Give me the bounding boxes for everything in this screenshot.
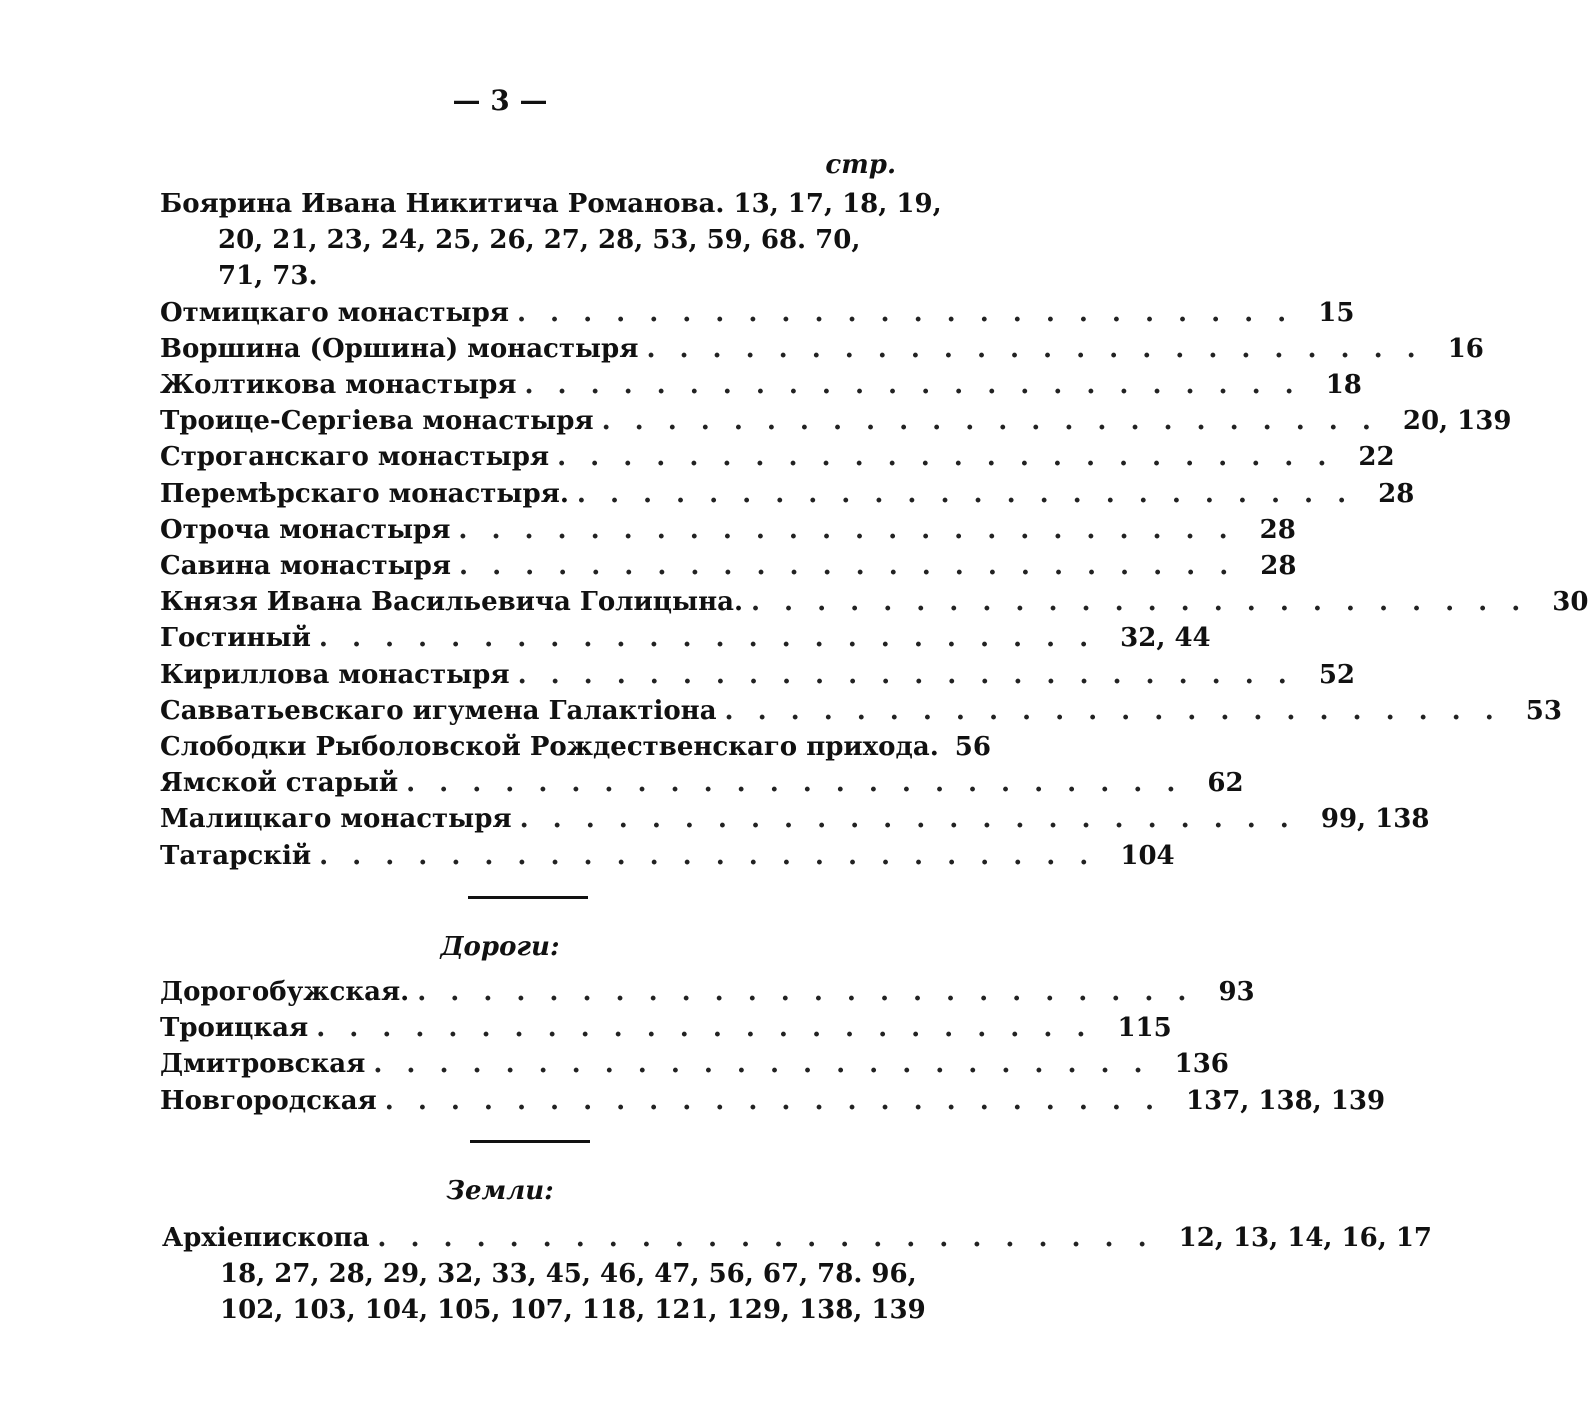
entry-name: Перемѣрскаго монастыря. [160,478,569,509]
entry-name: Слободки Рыболовской Рождественскаго прихода. [160,732,939,763]
entry-pages: 12, 13, 14, 16, 17 [1178,1223,1432,1253]
dot-leader: ........................ [377,1223,1171,1253]
dot-leader: ........................ [459,551,1253,582]
entry-pages: 99, 138 [1320,804,1430,835]
entry-name: Архіепископа [162,1223,370,1253]
entry-pages: 115 [1117,1013,1172,1044]
dot-leader: ........................ [601,406,1395,437]
entry-pages: 52 [1318,659,1356,690]
entry-pages: 18 [1325,370,1362,401]
entry-pages: 104 [1120,840,1175,871]
dot-leader: ........................ [524,370,1318,401]
dot-leader: ........................ [519,804,1313,835]
section-title-lands: Земли: [446,1176,554,1206]
entry-pages: 93 [1218,977,1255,1007]
entry-name: Савватьевскаго игумена Галактіона [160,695,717,726]
entry-pages: 22 [1358,442,1395,473]
entry-pages: 56 [954,732,991,763]
entry-name: Дорогобужская. [160,977,410,1007]
dot-leader: ........................ [316,1013,1110,1044]
entry-name: Дмитровская [160,1049,366,1080]
index-entry [160,974,1255,1010]
index-entry [160,367,1362,403]
entry-name: Ямской старый [160,768,399,799]
index-entry [160,1083,1386,1119]
index-entry [160,512,1296,548]
entry-pages: 28 [1260,551,1297,582]
entry-pages-continued: 71, 73. [218,261,318,292]
index-entry [160,476,1415,512]
first-index-list [160,186,1588,874]
entry-name: Гостиный [160,623,311,654]
entry-name: Боярина Ивана Никитича Романова [160,189,716,219]
index-entry [160,403,1512,439]
dot-leader: ........................ [318,623,1113,654]
entry-pages: 62 [1207,768,1244,799]
dot-leader: ........................ [576,478,1371,509]
dot-leader: ........................ [516,297,1311,328]
dot-leader: ........................ [417,977,1211,1007]
entry-pages: 15 [1318,297,1355,328]
dot-leader: ........................ [646,333,1440,364]
entry-pages: 53 [1525,695,1562,726]
entry-name: Воршина (Оршина) монастыря [160,333,639,364]
entry-name: Кириллова монастыря [160,659,510,690]
entry-name: Отроча монастыря [160,514,451,545]
entry-name: Троицкая [160,1013,309,1044]
entry-name: Жолтикова монастыря [160,370,517,401]
index-entry [160,729,991,765]
entry-pages: 136 [1174,1049,1229,1080]
entry-name: Строганскаго монастыря [160,442,550,473]
dot-leader: ........................ [319,840,1113,871]
entry-pages-continued: 102, 103, 104, 105, 107, 118, 121, 129, 138, 139 [220,1295,926,1326]
lands-index-list [162,1220,1432,1329]
dot-leader: ........................ [724,695,1518,726]
index-entry [160,801,1430,837]
index-entry [160,295,1355,331]
entry-pages: . 13, 17, 18, 19, [715,189,942,219]
section-divider [470,1140,590,1143]
index-entry [160,620,1211,656]
index-entry-archbishop [162,1220,1432,1256]
section-title-roads: Дороги: [440,932,560,962]
entry-pages: 16 [1447,333,1484,364]
entry-pages-continued: 20, 21, 23, 24, 25, 26, 27, 28, 53, 59, 68. 70, [218,225,861,256]
index-entry [160,838,1175,874]
entry-name: Малицкаго монастыря [160,804,512,835]
index-entry [160,765,1244,801]
section-divider [468,896,588,899]
dot-leader: ........................ [751,587,1545,618]
index-entry [160,331,1484,367]
entry-pages: 20, 139 [1402,406,1512,437]
dot-leader: ........................ [384,1085,1179,1116]
entry-name: Татарскій [160,840,312,871]
index-entry [160,1046,1229,1082]
dot-leader: ........................ [406,768,1200,799]
index-entry [160,548,1297,584]
entry-name: Князя Ивана Васильевича Голицына. [160,587,743,618]
index-entry-romanov [160,186,942,222]
page-column-label: стр. [825,150,896,180]
index-entry [160,657,1356,693]
page-number: — 3 — [452,84,548,117]
entry-name: Троице-Сергіева монастыря [160,406,594,437]
index-entry [160,439,1395,475]
entry-name: Новгородская [160,1085,377,1116]
entry-pages: 30 [1552,587,1588,618]
entry-pages-continued: 18, 27, 28, 29, 32, 33, 45, 46, 47, 56, 67, 78. 96, [220,1259,917,1290]
entry-pages: 32, 44 [1120,623,1211,654]
roads-index-list [160,974,1386,1119]
entry-pages: 28 [1259,514,1296,545]
dot-leader: ........................ [517,659,1311,690]
dot-leader: ........................ [458,514,1252,545]
index-entry [160,1010,1172,1046]
index-entry [160,693,1562,729]
dot-leader: ........................ [557,442,1351,473]
index-entry [160,584,1588,620]
entry-pages: 137, 138, 139 [1186,1085,1386,1116]
entry-name: Савина монастыря [160,551,452,582]
entry-pages: 28 [1378,478,1415,509]
dot-leader: ........................ [373,1049,1167,1080]
entry-name: Отмицкаго монастыря [160,297,509,328]
